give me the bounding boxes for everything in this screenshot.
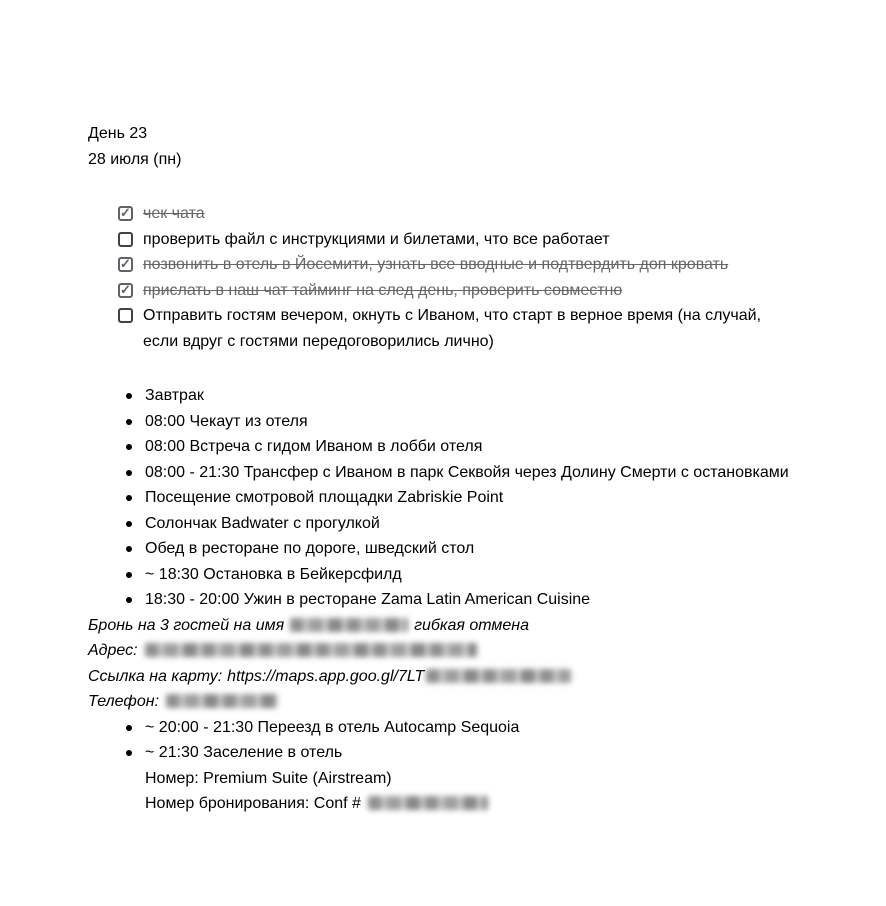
bullet-icon [126,750,132,756]
list-item [88,715,800,741]
itinerary-item-label: ~ 18:30 Остановка в Бейкерсфилд [145,565,402,583]
checkbox-checked[interactable] [118,257,133,272]
bullet-icon [126,546,132,552]
list-item [88,460,800,486]
checklist-item-label: Отправить гостям вечером, окнуть с Иваном, что старт в верное время (на случай, если вдруг с гостями передоговорились лично) [143,307,762,350]
map-link-label: Ссылка на карту: [88,667,223,685]
bullet-icon [126,572,132,578]
bullet-icon [126,495,132,501]
checkbox-checked[interactable] [118,206,133,221]
list-item [88,409,800,435]
bullet-icon [126,419,132,425]
checklist-item [88,252,800,278]
room-type-line: Номер: Premium Suite (Airstream) [145,769,392,787]
list-item [88,536,800,562]
itinerary-list [88,383,800,613]
itinerary-item-label: Завтрак [145,387,204,404]
checklist-item [88,278,800,304]
checkbox-unchecked[interactable] [118,232,133,247]
bullet-icon [126,393,132,399]
bullet-icon [126,597,132,603]
itinerary-item-label: Обед в ресторане по дороге, шведский стол [145,540,475,557]
checkbox-unchecked[interactable] [118,308,133,323]
checklist-item-label: проверить файл с инструкциями и билетами, что все работает [143,230,610,248]
day-header [88,121,800,172]
check-icon: ✓ [120,256,131,271]
day-date: 28 июля (пн) [88,150,182,168]
confirmation-prefix: Номер бронирования: Conf # [145,795,361,812]
checklist-item-label: чек чата [143,205,205,222]
checklist-item [88,227,800,253]
booking-guests-prefix: Бронь на 3 гостей на имя [88,616,285,634]
checklist-item [88,303,800,354]
checkbox-checked[interactable] [118,283,133,298]
booking-guests-suffix: гибкая отмена [414,616,529,634]
list-item [88,485,800,511]
checklist-item-label: прислать в наш чат тайминг на след день, проверить совместно [143,281,623,299]
address-label: Адрес: [88,642,138,659]
evening-transfer-label: ~ 20:00 - 21:30 Переезд в отель Autocamp Sequoia [145,718,520,736]
redacted-map-url-tail [426,669,571,683]
booking-phone-line [88,689,800,715]
checklist-item [88,201,800,227]
bullet-icon [126,725,132,731]
list-item [88,587,800,613]
day-title: День 23 [88,125,148,142]
booking-info [88,613,800,715]
bullet-icon [126,470,132,476]
phone-label: Телефон: [88,693,160,710]
booking-map-line [88,664,800,690]
confirmation-line [88,791,800,817]
itinerary-item-label: 08:00 - 21:30 Трансфер с Иваном в парк Секвойя через Долину Смерти с остановками [145,463,789,481]
redacted-address [145,643,477,657]
evening-checkin-label: ~ 21:30 Заселение в отель [145,744,343,761]
map-link-url[interactable]: https://maps.app.goo.gl/7LT [227,667,425,685]
redacted-confirmation-number [368,796,488,810]
evening-list [88,715,800,766]
list-item [88,434,800,460]
booking-address-line [88,638,800,664]
redacted-guest-name [290,618,408,632]
list-item [88,562,800,588]
bullet-icon [126,444,132,450]
itinerary-item-label: Солончак Badwater с прогулкой [145,514,380,532]
list-item [88,383,800,409]
redacted-phone-number [166,694,278,708]
bullet-icon [126,521,132,527]
itinerary-item-label: 08:00 Чекаут из отеля [145,412,308,430]
check-icon: ✓ [120,281,131,297]
hotel-details [88,766,800,817]
itinerary-item-label: 08:00 Встреча с гидом Иваном в лобби отеля [145,438,483,455]
checklist-item-label: позвонить в отель в Йосемити, узнать все вводные и подтвердить доп кровать [143,256,729,273]
itinerary-item-label: Посещение смотровой площадки Zabriskie Point [145,489,504,506]
itinerary-item-label: 18:30 - 20:00 Ужин в ресторане Zama Latin American Cuisine [145,591,591,608]
list-item [88,511,800,537]
list-item [88,740,800,766]
checklist [88,201,800,354]
booking-guests-line [88,613,800,639]
check-icon: ✓ [120,205,131,220]
